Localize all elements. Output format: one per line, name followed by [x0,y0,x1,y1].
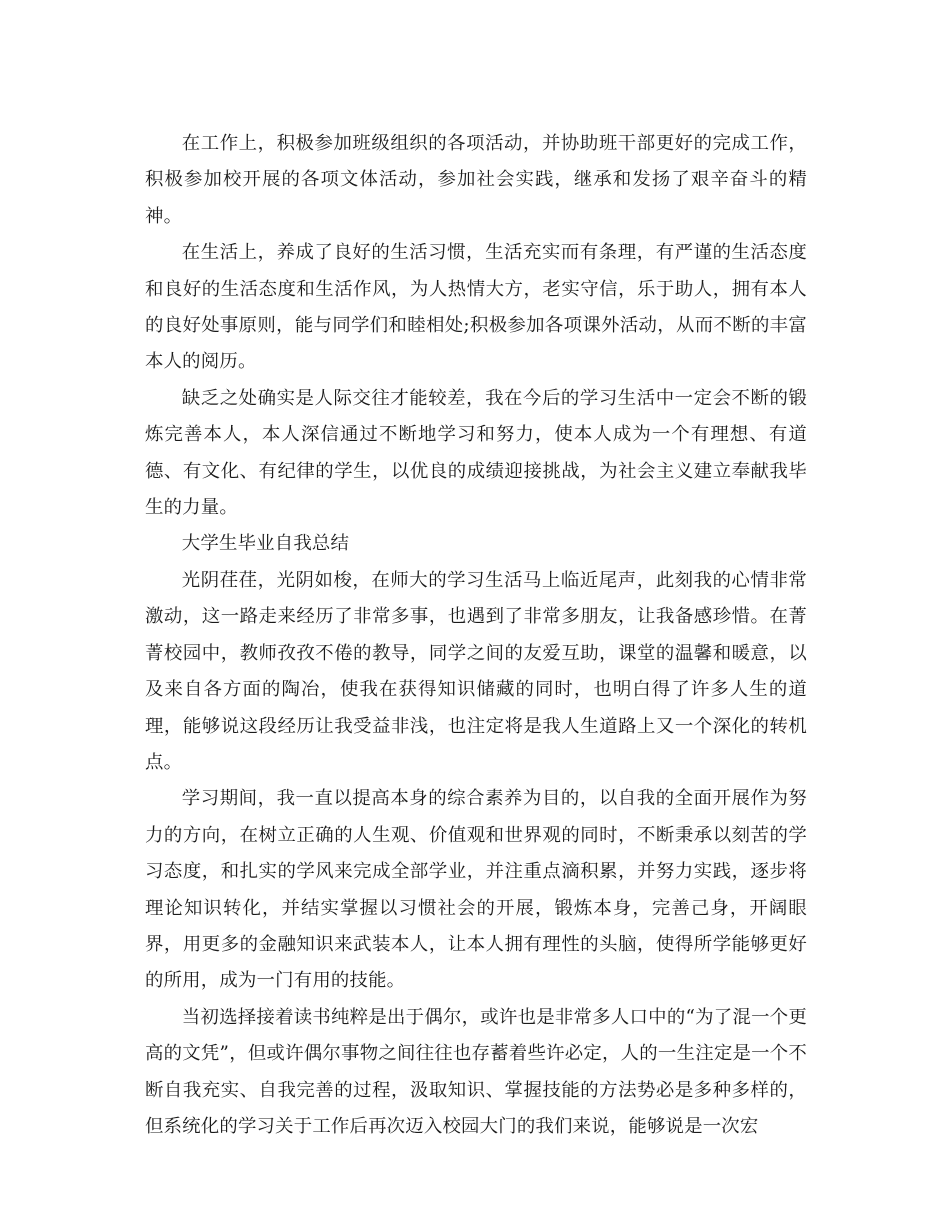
paragraph-life: 在生活上，养成了良好的生活习惯，生活充实而有条理，有严谨的生活态度和良好的生活态度和生活作风，为人热情大方，老实守信，乐于助人，拥有本人的良好处事原则，能与同学们和睦相处;积极参加各项课外活动，从而不断的丰富本人的阅历。 [145,242,807,373]
section-heading: 大学生毕业自我总结 [181,533,350,555]
paragraph-work: 在工作上，积极参加班级组织的各项活动，并协助班干部更好的完成工作，积极参加校开展的各项文体活动，参加社会实践，继承和发扬了艰辛奋斗的精神。 [145,133,807,227]
paragraph-time: 光阴荏荏，光阴如梭，在师大的学习生活马上临近尾声，此刻我的心情非常激动，这一路走来经历了非常多事，也遇到了非常多朋友，让我备感珍惜。在菁菁校园中，教师孜孜不倦的教导，同学之间的友爱互助，课堂的温馨和暖意，以及来自各方面的陶冶，使我在获得知识储藏的同时，也明白得了许多人生的道理，能够说这段经历让我受益非浅，也注定将是我人生道路上又一个深化的转机点。 [145,569,807,773]
paragraph-shortcomings: 缺乏之处确实是人际交往才能较差，我在今后的学习生活中一定会不断的锻炼完善本人，本人深信通过不断地学习和努力，使本人成为一个有理想、有道德、有文化、有纪律的学生，以优良的成绩迎接挑战，为社会主义建立奉献我毕生的力量。 [145,387,807,519]
document-body [145,126,807,1145]
paragraph-study: 学习期间，我一直以提高本身的综合素养为目的，以自我的全面开展作为努力的方向，在树立正确的人生观、价值观和世界观的同时，不断秉承以刻苦的学习态度，和扎实的学风来完成全部学业，并注重点滴积累，并努力实践，逐步将理论知识转化，并结实掌握以习惯社会的开展，锻炼本身，完善己身，开阔眼界，用更多的金融知识来武装本人，让本人拥有理性的头脑，使得所学能够更好的所用，成为一门有用的技能。 [145,788,807,992]
paragraph-choice: 当初选择接着读书纯粹是出于偶尔，或许也是非常多人口中的“为了混一个更高的文凭”，但或许偶尔事物之间往往也存蓄着些许必定，人的一生注定是一个不断自我充实、自我完善的过程，汲取知识、掌握技能的方法势必是多种多样的，但系统化的学习关于工作后再次迈入校园大门的我们来说，能够说是一次宏 [145,1006,807,1137]
